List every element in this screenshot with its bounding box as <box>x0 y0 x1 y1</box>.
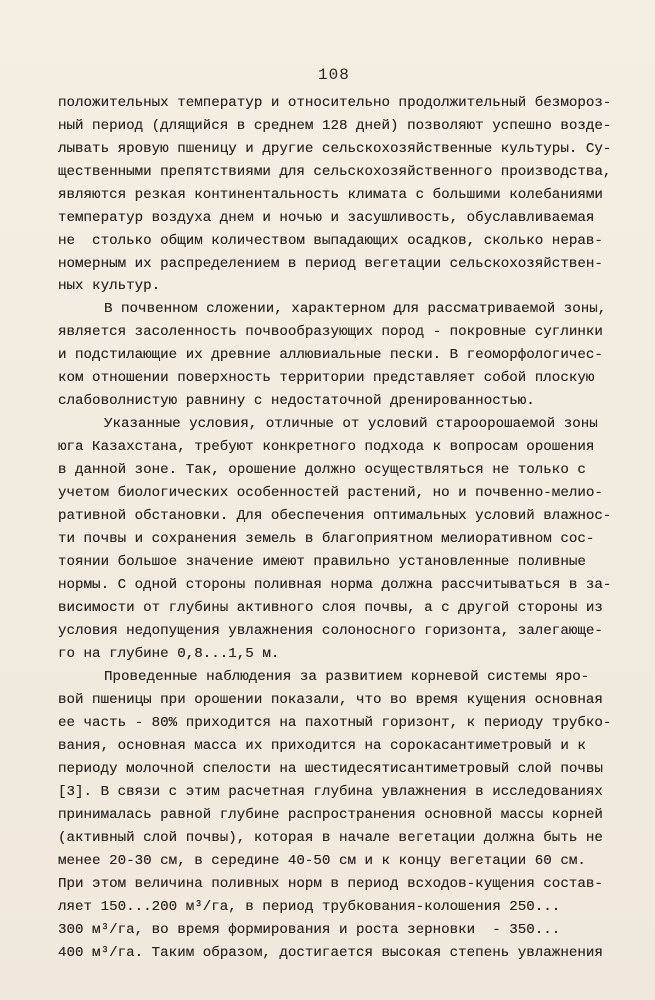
text-line: юга Казахстана, требуют конкретного подхода к вопросам орошения <box>58 439 595 455</box>
text-line: ти почвы и сохранения земель в благоприятном мелиоративном сос- <box>58 531 595 547</box>
text-line: принималась равной глубине распространения основной массы корней <box>58 807 603 823</box>
text-line: и подстилающие их древние аллювиальные пески. В геоморфологичес- <box>58 347 603 363</box>
text-line: щественными препятствиями для сельскохозяйственного производства, <box>58 164 612 180</box>
text-line: 400 м³/га. Таким образом, достигается высокая степень увлажнения <box>58 945 603 961</box>
text-line: го на глубине 0,8...1,5 м. <box>58 646 280 662</box>
text-line: ративной обстановки. Для обеспечения оптимальных условий влажнос- <box>58 508 612 524</box>
text-line: 300 м³/га, во время формирования и роста зерновки - 350... <box>58 922 561 938</box>
text-line: Указанные условия, отличные от условий староорошаемой зоны <box>104 416 598 432</box>
text-line: ее часть - 80% приходится на пахотный горизонт, к периоду трубко- <box>58 715 612 731</box>
text-line: [3]. В связи с этим расчетная глубина увлажнения в исследованиях <box>58 784 603 800</box>
text-line: являются резкая континентальность климата с большими колебаниями <box>58 187 603 203</box>
text-line: вания, основная масса их приходится на сорокасантиметровый и к <box>58 738 586 754</box>
text-line: периоду молочной спелости на шестидесятисантиметровый слой почвы <box>58 761 603 777</box>
page-number: 108 <box>318 66 350 84</box>
text-line: менее 20-30 см, в середине 40-50 см и к концу вегетации 60 см. <box>58 853 586 869</box>
text-line: В почвенном сложении, характерном для рассматриваемой зоны, <box>104 301 607 317</box>
text-line: ный период (длящийся в среднем 128 дней) позволяют успешно возде- <box>58 118 612 134</box>
text-line: не столько общим количеством выпадающих осадков, сколько нерав- <box>58 233 603 249</box>
text-line: нормы. С одной стороны поливная норма должна рассчитываться в за- <box>58 577 612 593</box>
text-line: ных культур. <box>58 278 161 294</box>
text-line: температур воздуха днем и ночью и засушливость, обуславливаемая <box>58 210 595 226</box>
text-line: тоянии большое значение имеют правильно установленные поливные <box>58 554 586 570</box>
text-line: является засоленность почвообразующих пород - покровные суглинки <box>58 324 603 340</box>
text-line: номерным их распределением в период вегетации сельскохозяйствен- <box>58 256 603 272</box>
text-line: ком отношении поверхность территории представляет собой плоскую <box>58 370 595 386</box>
text-line: учетом биологических особенностей растений, но и почвенно-мелио- <box>58 485 603 501</box>
text-line: положительных температур и относительно продолжительный безмороз- <box>58 95 612 111</box>
text-line: ляет 150...200 м³/га, в период трубкования-колошения 250... <box>58 899 561 915</box>
text-line: висимости от глубины активного слоя почвы, а с другой стороны из <box>58 600 603 616</box>
text-line: При этом величина поливных норм в период всходов-кущения состав- <box>58 876 603 892</box>
text-line: условия недопущения увлажнения солоносного горизонта, залегающе- <box>58 623 603 639</box>
text-line: лывать яровую пшеницу и другие сельскохозяйственные культуры. Су- <box>58 141 612 157</box>
text-line: в данной зоне. Так, орошение должно осуществляться не только с <box>58 462 586 478</box>
text-line: слабоволнистую равнину с недостаточной дренированностью. <box>58 393 535 409</box>
text-line: (активный слой почвы), которая в начале вегетации должна быть не <box>58 830 603 846</box>
text-line: Проведенные наблюдения за развитием корневой системы яро- <box>104 669 590 685</box>
text-line: вой пшеницы при орошении показали, что во время кущения основная <box>58 692 603 708</box>
